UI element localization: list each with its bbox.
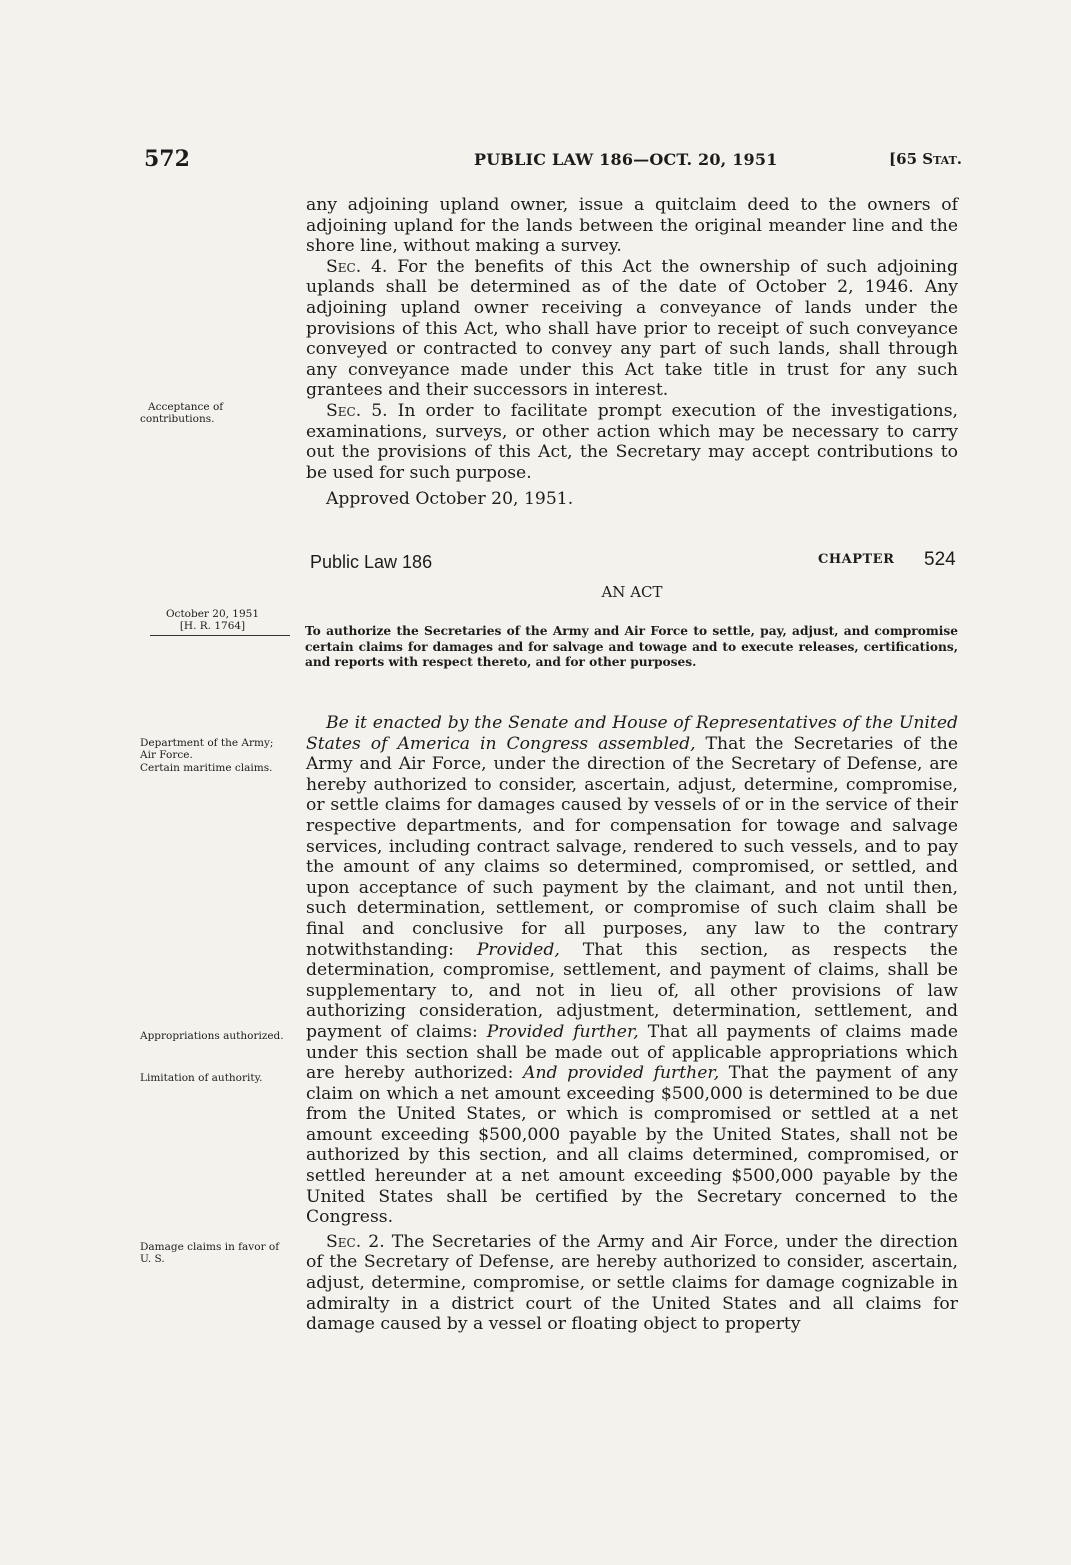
section-2-text: The Secretaries of the Army and Air Force, under the direction of the Secretary of Defense, are hereby authorized to consider, ascertain, adjust, determine, compromise, or settle claims for damage cognizable in admiralty in a district court of the United States and all claims for damage caused by a vessel or floating object to property (306, 1231, 958, 1335)
section-5 (306, 401, 958, 483)
section-4 (306, 257, 958, 401)
chapter-number: 524 (924, 549, 956, 570)
section-4-label: Sec. 4. (326, 256, 388, 277)
section-1 (306, 713, 958, 1228)
continuation-paragraph: any adjoining upland owner, issue a quitclaim deed to the owners of adjoining upland for the lands between the original meander line and the shore line, without making a survey. (306, 195, 958, 257)
margin-note-damage: Damage claims in favor of U. S. (140, 1241, 280, 1265)
page-number: 572 (144, 146, 190, 172)
section-5-label: Sec. 5. (326, 400, 388, 421)
margin-note-appropriations: Appropriations authorized. (140, 1030, 284, 1042)
margin-rule (150, 635, 290, 636)
section-5-text: In order to facilitate prompt execution of the investigations, examinations, surveys, or other action which may be necessary to carry out the provisions of this Act, the Secretary may accept contributions to be used for such purpose. (306, 400, 959, 483)
margin-note-maritime: Certain maritime claims. (140, 762, 273, 774)
running-head: PUBLIC LAW 186—OCT. 20, 1951 (474, 150, 778, 169)
page-header (144, 146, 962, 176)
public-law-number: Public Law 186 (310, 552, 433, 572)
section-1-part-1: That the Secretaries of the Army and Air Force, under the direction of the Secretary of Defense, are hereby authorized to consider, ascertain, adjust, determine, compromise, or settle claims for damages caused by vessels of or in the service of their respective departments, and for compensation for towage and salvage services, including contract salvage, rendered to such vessels, and to pay the amount of any claims so determined, compromised, or settled, and upon acceptance of such payment by the claimant, and not until then, such determination, settlement, or compromise of such claim shall be final and conclusive for all purposes, any law to the contrary notwithstanding: (306, 733, 958, 960)
margin-note-limitation: Limitation of authority. (140, 1072, 263, 1084)
enacting-clause: Be it enacted by the Senate and House of Representatives of the United States of America in Congress assembled, (306, 713, 958, 754)
section-2-label: Sec. 2. (326, 1231, 385, 1252)
proviso-3: And provided further, (523, 1063, 720, 1084)
section-1-part-2: That this section, as respects the determination, compromise, settlement, and payment of claims, shall be supplementary to, and not in lieu of, all other provisions of law authorizing consideration, adjustment, determination, settlement, and payment of claims: (306, 939, 958, 1042)
proviso-2: Provided further, (486, 1021, 639, 1042)
margin-note-department: Department of the Army; Air Force. (140, 737, 274, 761)
section-2 (306, 1232, 958, 1335)
act-title: To authorize the Secretaries of the Army and Air Force to settle, pay, adjust, and compromise certain claims for damages and for salvage and towage and to execute releases, certifications, and reports with respect thereto, and for other purposes. (305, 624, 958, 669)
bill-number: [H. R. 1764] (179, 620, 246, 632)
proviso-1: Provided, (476, 939, 560, 960)
enactment-date: October 20, 1951 (165, 608, 260, 620)
continuation-text (306, 195, 958, 510)
margin-note-date (150, 608, 275, 632)
statute-reference: [65 Stat. (889, 150, 962, 168)
chapter-label: CHAPTER (818, 552, 895, 567)
section-1-part-3: That all payments of claims made under this section shall be made out of applicable appropriations which are hereby authorized: (306, 1021, 959, 1084)
act-body (306, 713, 958, 1335)
approval-line: Approved October 20, 1951. (326, 489, 574, 510)
margin-note-acceptance: Acceptance of contributions. (140, 401, 224, 425)
an-act-heading: AN ACT (601, 583, 663, 601)
section-4-text: For the benefits of this Act the ownership of such adjoining uplands shall be determined as of the date of October 2, 1946. Any adjoining upland owner receiving a conveyance of lands under the provisions of this Act, who shall have prior to receipt of such conveyance conveyed or contracted to convey any part of such lands, shall through any conveyance made under this Act take title in trust for any such grantees and their successors in interest. (306, 256, 958, 401)
section-1-part-4: That the payment of any claim on which a net amount exceeding $500,000 is determined to be due from the United States, or which is compromised or settled at a net amount exceeding $500,000 payable by the United States, shall not be authorized by this section, and all claims determined, compromised, or settled hereunder at a net amount exceeding $500,000 payable by the United States shall be certified by the Secretary concerned to the Congress. (306, 1063, 958, 1228)
